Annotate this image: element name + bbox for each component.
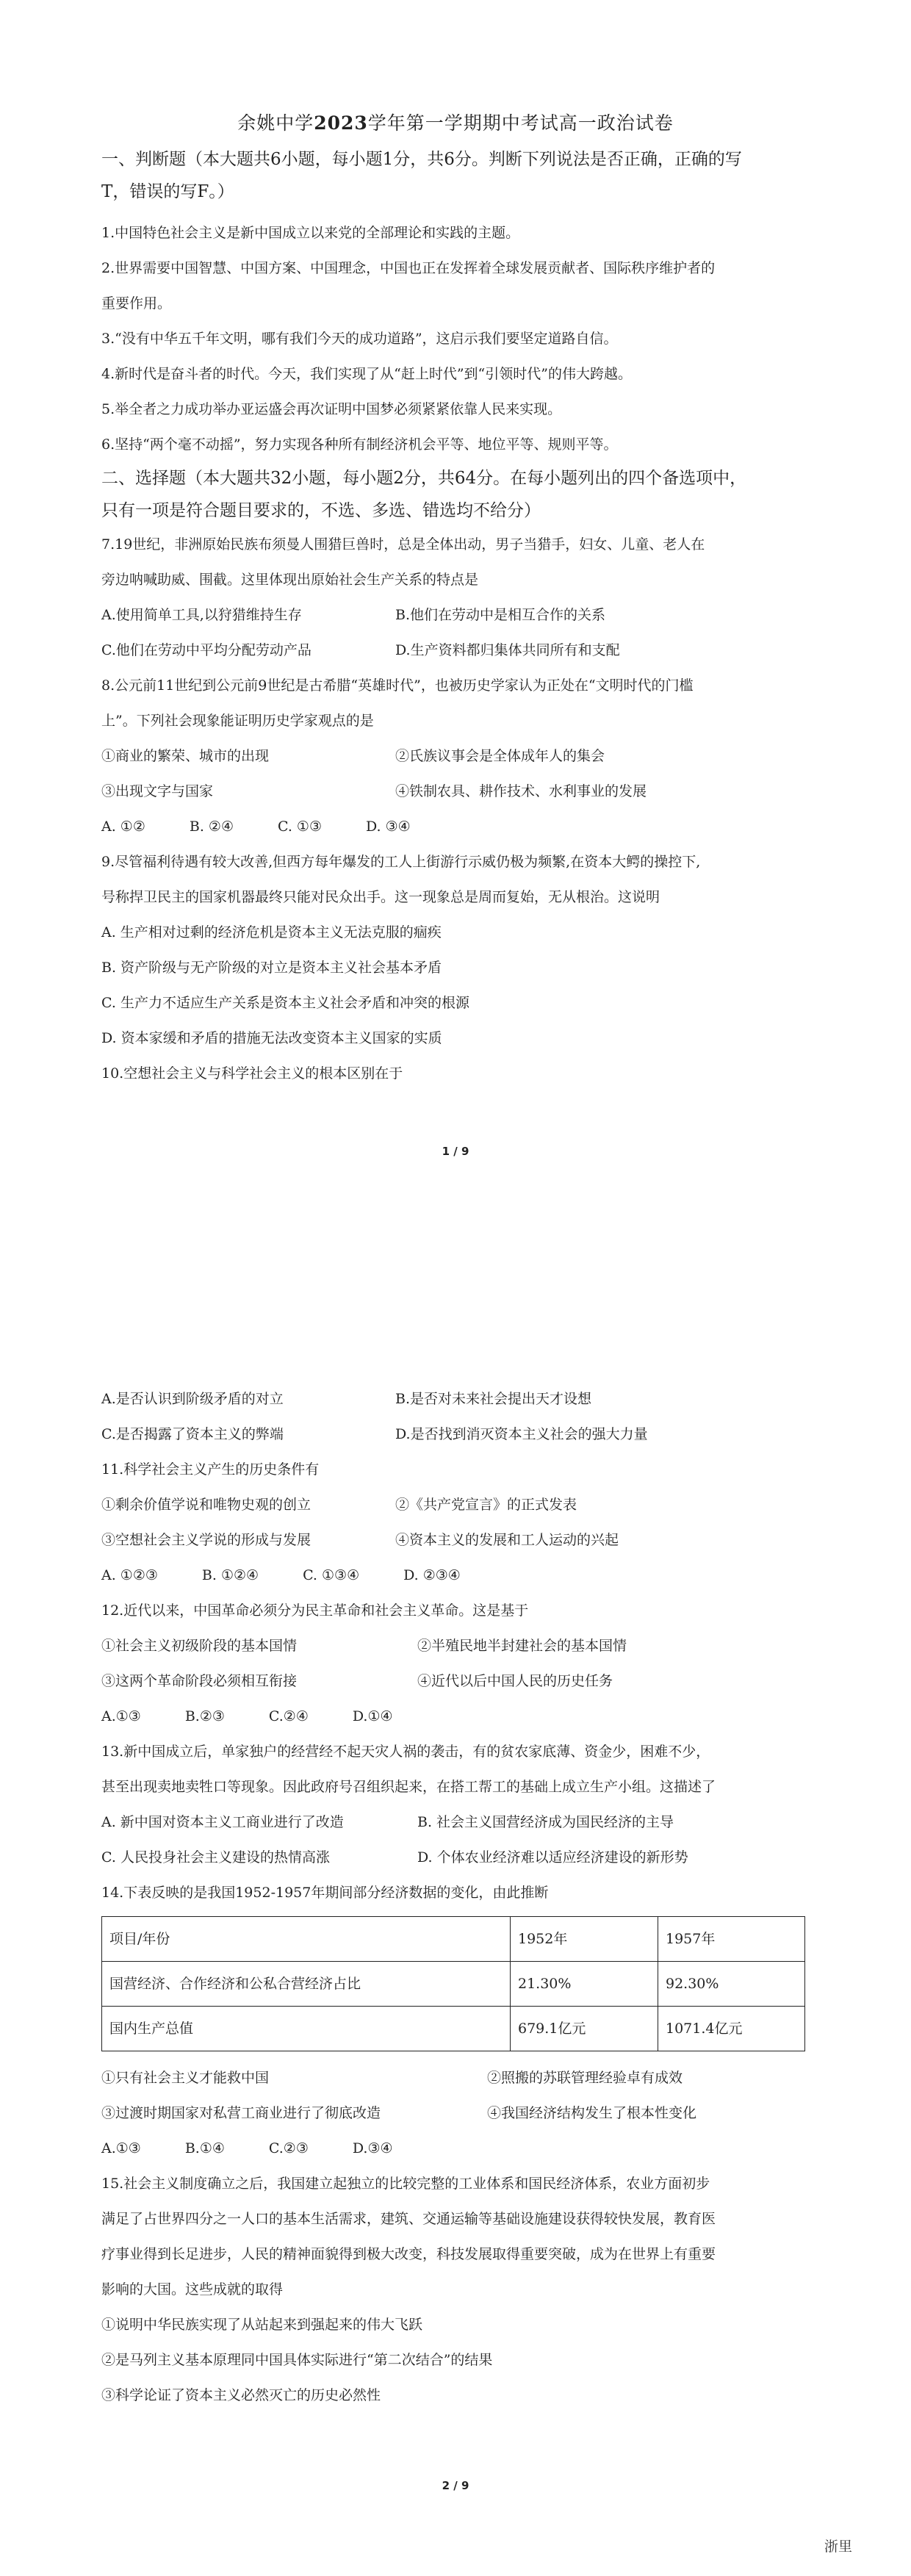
option-d: D.③④ [352, 2140, 393, 2156]
option-a: A. ①②③ [101, 1567, 158, 1583]
statement-1: ①说明中华民族实现了从站起来到强起来的伟大飞跃 [101, 2317, 423, 2333]
corner-watermark-text: 浙里 [824, 2539, 852, 2555]
statement-4: ④铁制农具、耕作技术、水利事业的发展 [395, 783, 647, 799]
table-row [102, 2007, 805, 2051]
question-13-cont: 甚至出现卖地卖牲口等现象。因此政府号召组织起来，在搭工帮工的基础上成立生产小组。这描述了 [101, 1779, 716, 1795]
statement-3: ③科学论证了资本主义必然灭亡的历史必然性 [101, 2387, 381, 2403]
statement-4: ④资本主义的发展和工人运动的兴起 [395, 1532, 619, 1548]
exam-page-2 [0, 1381, 911, 2557]
statement-2: ②《共产党宣言》的正式发表 [395, 1497, 577, 1513]
question-10-options-cd [101, 1417, 814, 1452]
question-15: 15.社会主义制度确立之后，我国建立起独立的比较完整的工业体系和国民经济体系，农业方面初步 [101, 2176, 710, 2192]
question-10: 10.空想社会主义与科学社会主义的根本区别在于 [101, 1065, 403, 1082]
option-c: C. ①③④ [303, 1567, 360, 1583]
page-number: 1 / 9 [442, 1145, 469, 1158]
question-8-statements-12 [101, 738, 814, 774]
question-5: 5.举全者之力成功举办亚运盛会再次证明中国梦必须紧紧依靠人民来实现。 [101, 401, 562, 417]
statement-1: ①社会主义初级阶段的基本国情 [101, 1638, 298, 1654]
option-c: C.②③ [268, 2140, 309, 2156]
question-7-options-ab [101, 597, 814, 633]
question-12-statements-34 [101, 1663, 814, 1699]
section-choice-heading: 二、选择题（本大题共32小题，每小题2分，共64分。在每小题列出的四个备选项中， [101, 469, 747, 488]
statement-3: ③这两个革命阶段必须相互衔接 [101, 1673, 298, 1689]
option-d: D.①④ [352, 1708, 393, 1724]
option-a: A.是否认识到阶级矛盾的对立 [101, 1391, 284, 1407]
option-b: B. ②④ [189, 819, 234, 835]
question-12-options [101, 1699, 814, 1734]
question-15-cont: 疗事业得到长足进步，人民的精神面貌得到极大改变，科技发展取得重要突破，成为在世界上有重要 [101, 2246, 716, 2262]
statement-3: ③出现文字与国家 [101, 783, 214, 799]
question-11-statements-12 [101, 1487, 814, 1522]
question-2-cont: 重要作用。 [101, 295, 172, 312]
question-8-options [101, 809, 814, 844]
option-a: A. ①② [101, 819, 145, 835]
table-cell: 国营经济、合作经济和公私合营经济占比 [102, 1962, 511, 2007]
question-2: 2.世界需要中国智慧、中国方案、中国理念，中国也正在发挥着全球发展贡献者、国际秩序维护者的 [101, 260, 716, 276]
question-14: 14.下表反映的是我国1952-1957年期间部分经济数据的变化，由此推断 [101, 1885, 549, 1901]
question-14-statements-34 [101, 2095, 814, 2131]
option-b: B. 社会主义国营经济成为国民经济的主导 [417, 1814, 674, 1830]
question-11-options [101, 1558, 814, 1593]
question-8: 8.公元前11世纪到公元前9世纪是古希腊“英雄时代”，也被历史学家认为正处在“文明时代的门槛 [101, 677, 694, 694]
statement-2: ②照搬的苏联管理经验卓有成效 [487, 2070, 683, 2086]
table-cell: 1957年 [658, 1917, 805, 1962]
statement-2: ②氏族议事会是全体成年人的集会 [395, 748, 605, 764]
table-cell: 21.30% [511, 1962, 658, 2007]
statement-4: ④近代以后中国人民的历史任务 [417, 1673, 613, 1689]
section-judgment-heading: 一、判断题（本大题共6小题，每小题1分，共6分。判断下列说法是否正确，正确的写 [101, 150, 742, 169]
question-7-options-cd [101, 633, 814, 668]
option-d: D. 个体农业经济难以适应经济建设的新形势 [417, 1849, 688, 1866]
option-d: D.生产资料都归集体共同所有和支配 [395, 642, 620, 658]
question-8-statements-34 [101, 774, 814, 809]
statement-1: ①只有社会主义才能救中国 [101, 2070, 270, 2086]
statement-2: ②半殖民地半封建社会的基本国情 [417, 1638, 627, 1654]
exam-title: 余姚中学2023学年第一学期期中考试高一政治试卷 [237, 112, 674, 134]
option-c: C.是否揭露了资本主义的弊端 [101, 1426, 284, 1442]
question-3: 3.“没有中华五千年文明，哪有我们今天的成功道路”，这启示我们要坚定道路自信。 [101, 331, 618, 347]
table-cell: 679.1亿元 [511, 2007, 658, 2051]
option-c: C.他们在劳动中平均分配劳动产品 [101, 642, 312, 658]
option-b: B. 资产阶级与无产阶级的对立是资本主义社会基本矛盾 [101, 960, 442, 976]
statement-3: ③过渡时期国家对私营工商业进行了彻底改造 [101, 2105, 381, 2121]
question-13-options-cd [101, 1840, 814, 1875]
question-7: 7.19世纪，非洲原始民族布须曼人围猎巨兽时，总是全体出动，男子当猎手，妇女、儿童、老人在 [101, 536, 705, 553]
question-15-cont: 影响的大国。这些成就的取得 [101, 2281, 284, 2298]
option-d: D. ③④ [366, 819, 411, 835]
exam-page-1 [0, 0, 911, 1190]
option-a: A.①③ [101, 1708, 141, 1724]
option-a: A.①③ [101, 2140, 141, 2156]
page-number: 2 / 9 [442, 2479, 469, 2492]
option-b: B.是否对未来社会提出天才设想 [395, 1391, 592, 1407]
option-c: C.②④ [268, 1708, 309, 1724]
option-b: B. ①②④ [201, 1567, 259, 1583]
question-7-cont: 旁边呐喊助威、围截。这里体现出原始社会生产关系的特点是 [101, 572, 479, 588]
statement-2: ②是马列主义基本原理同中国具体实际进行“第二次结合”的结果 [101, 2352, 493, 2368]
option-a: A.使用简单工具,以狩猎维持生存 [101, 607, 302, 623]
question-9-cont: 号称捍卫民主的国家机器最终只能对民众出手。这一现象总是周而复始，无从根治。这说明 [101, 889, 660, 905]
question-11: 11.科学社会主义产生的历史条件有 [101, 1461, 320, 1478]
question-11-statements-34 [101, 1522, 814, 1558]
question-6: 6.坚持“两个毫不动摇”，努力实现各种所有制经济机会平等、地位平等、规则平等。 [101, 436, 618, 453]
question-15-cont: 满足了占世界四分之一人口的基本生活需求，建筑、交通运输等基础设施建设获得较快发展，教育医 [101, 2211, 716, 2227]
table-cell: 92.30% [658, 1962, 805, 2007]
option-a: A. 新中国对资本主义工商业进行了改造 [101, 1814, 344, 1830]
option-d: D.是否找到消灭资本主义社会的强大力量 [395, 1426, 648, 1442]
table-cell: 1952年 [511, 1917, 658, 1962]
table-cell: 1071.4亿元 [658, 2007, 805, 2051]
option-c: C. 人民投身社会主义建设的热情高涨 [101, 1849, 330, 1866]
statement-3: ③空想社会主义学说的形成与发展 [101, 1532, 312, 1548]
page2-content [101, 1381, 814, 2413]
question-4: 4.新时代是奋斗者的时代。今天，我们实现了从“赶上时代”到“引领时代”的伟大跨越。 [101, 366, 632, 382]
question-14-options [101, 2131, 814, 2166]
statement-4: ④我国经济结构发生了根本性变化 [487, 2105, 697, 2121]
statement-1: ①商业的繁荣、城市的出现 [101, 748, 270, 764]
question-10-options-ab [101, 1381, 814, 1417]
question-12: 12.近代以来，中国革命必须分为民主革命和社会主义革命。这是基于 [101, 1602, 529, 1619]
option-a: A. 生产相对过剩的经济危机是资本主义无法克服的痼疾 [101, 924, 442, 940]
table-row [102, 1962, 805, 2007]
option-c: C. 生产力不适应生产关系是资本主义社会矛盾和冲突的根源 [101, 995, 469, 1011]
option-b: B.他们在劳动中是相互合作的关系 [395, 607, 606, 623]
section-judgment-heading-cont: T，错误的写F。） [101, 182, 234, 201]
option-d: D. ②③④ [403, 1567, 461, 1583]
question-14-statements-12 [101, 2060, 814, 2095]
option-c: C. ①③ [277, 819, 322, 835]
table-cell: 国内生产总值 [102, 2007, 511, 2051]
page1-content [101, 143, 814, 1091]
question-13-options-ab [101, 1805, 814, 1840]
option-b: B.①④ [184, 2140, 225, 2156]
question-8-cont: 上”。下列社会现象能证明历史学家观点的是 [101, 713, 374, 729]
table-header-row [102, 1917, 805, 1962]
option-d: D. 资本家缓和矛盾的措施无法改变资本主义国家的实质 [101, 1030, 442, 1046]
question-1: 1.中国特色社会主义是新中国成立以来党的全部理论和实践的主题。 [101, 225, 520, 241]
section-choice-heading-cont: 只有一项是符合题目要求的，不选、多选、错选均不给分） [101, 501, 541, 520]
question-13: 13.新中国成立后，单家独户的经营经不起天灾人祸的袭击，有的贫农家底薄、资金少，困难不少， [101, 1744, 710, 1760]
question-12-statements-12 [101, 1628, 814, 1663]
option-b: B.②③ [184, 1708, 225, 1724]
statement-1: ①剩余价值学说和唯物史观的创立 [101, 1497, 312, 1513]
table-cell: 项目/年份 [102, 1917, 511, 1962]
question-9: 9.尽管福利待遇有较大改善,但西方每年爆发的工人上街游行示威仍极为频繁,在资本大鳄的操控下, [101, 854, 701, 870]
economic-data-table [101, 1916, 805, 2051]
